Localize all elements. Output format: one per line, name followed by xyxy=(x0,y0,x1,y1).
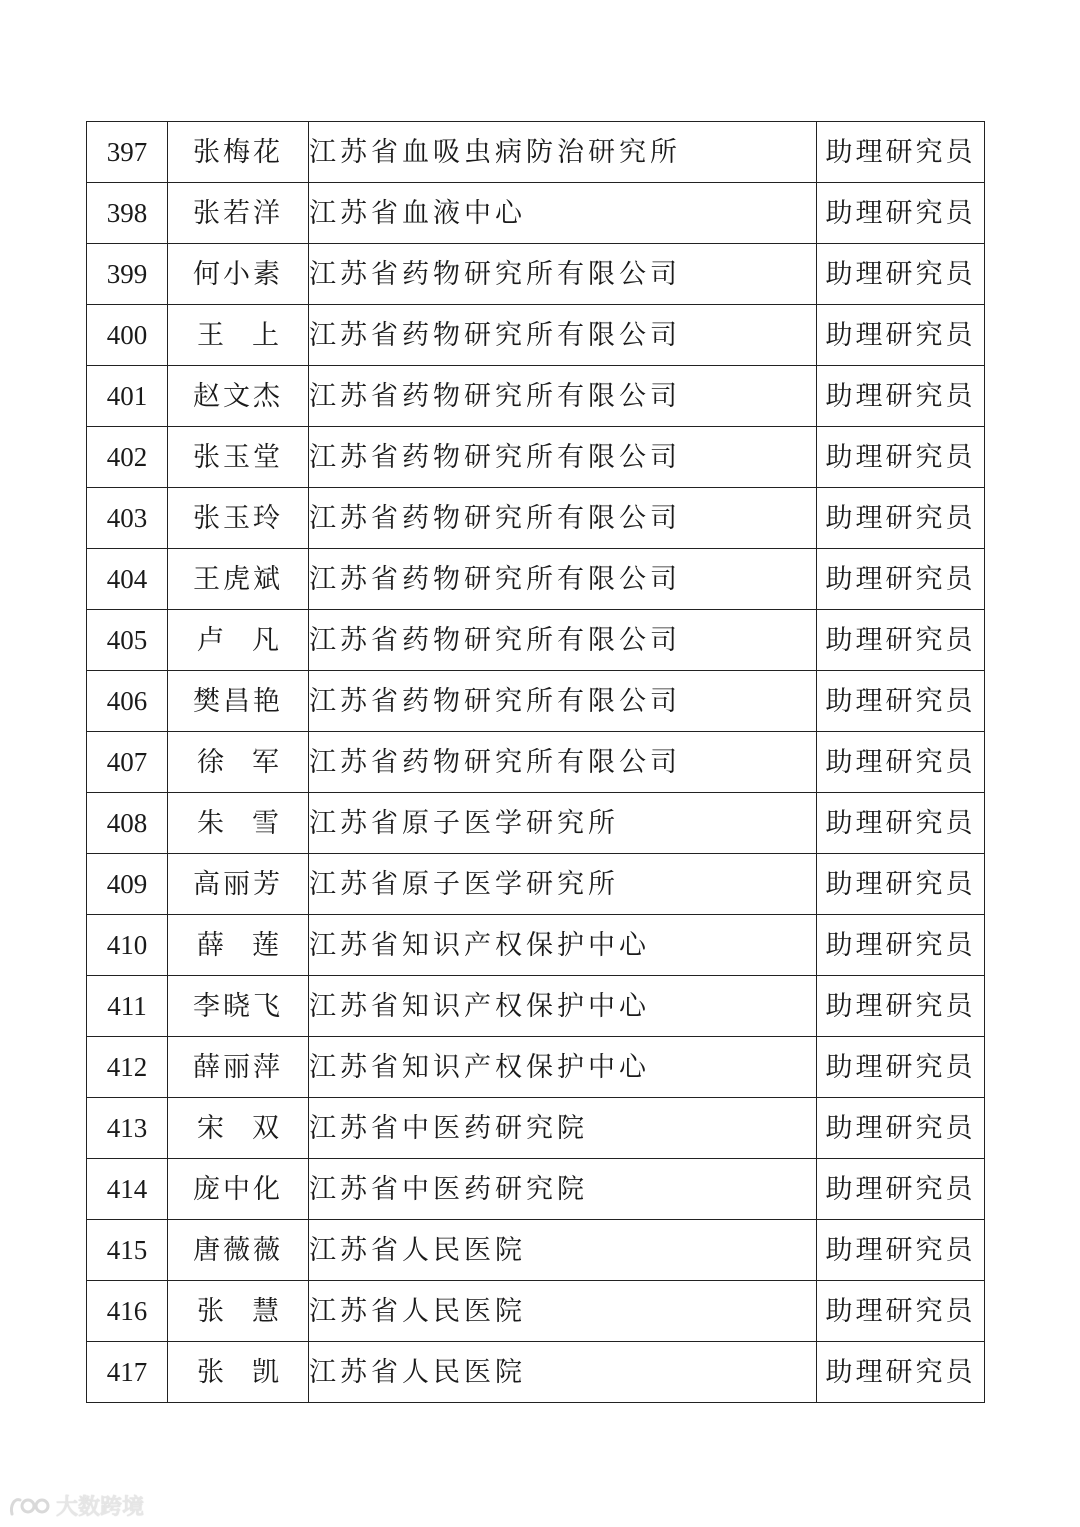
person-name-cell: 朱雪 xyxy=(168,793,309,854)
organization-cell: 江苏省药物研究所有限公司 xyxy=(309,732,817,793)
row-number-cell: 411 xyxy=(87,976,168,1037)
row-number-cell: 399 xyxy=(87,244,168,305)
table-row xyxy=(87,976,985,1037)
person-name-cell: 王上 xyxy=(168,305,309,366)
organization-cell: 江苏省原子医学研究所 xyxy=(309,793,817,854)
row-number-cell: 406 xyxy=(87,671,168,732)
person-name-cell: 张凯 xyxy=(168,1342,309,1403)
job-title-cell: 助理研究员 xyxy=(817,1037,985,1098)
organization-cell: 江苏省知识产权保护中心 xyxy=(309,915,817,976)
person-name-cell: 赵文杰 xyxy=(168,366,309,427)
row-number-cell: 414 xyxy=(87,1159,168,1220)
table-row xyxy=(87,1159,985,1220)
organization-cell: 江苏省知识产权保护中心 xyxy=(309,976,817,1037)
table-row xyxy=(87,1342,985,1403)
job-title-cell: 助理研究员 xyxy=(817,1159,985,1220)
table-row xyxy=(87,793,985,854)
organization-cell: 江苏省知识产权保护中心 xyxy=(309,1037,817,1098)
brand-logo-icon xyxy=(8,1494,52,1518)
organization-cell: 江苏省药物研究所有限公司 xyxy=(309,488,817,549)
row-number-cell: 404 xyxy=(87,549,168,610)
table-row xyxy=(87,671,985,732)
organization-cell: 江苏省药物研究所有限公司 xyxy=(309,305,817,366)
table-row xyxy=(87,305,985,366)
organization-cell: 江苏省人民医院 xyxy=(309,1220,817,1281)
person-name-cell: 张玉玲 xyxy=(168,488,309,549)
organization-cell: 江苏省药物研究所有限公司 xyxy=(309,427,817,488)
table-row xyxy=(87,488,985,549)
person-name-cell: 庞中化 xyxy=(168,1159,309,1220)
job-title-cell: 助理研究员 xyxy=(817,244,985,305)
organization-cell: 江苏省药物研究所有限公司 xyxy=(309,244,817,305)
person-name-cell: 张慧 xyxy=(168,1281,309,1342)
person-name-cell: 唐薇薇 xyxy=(168,1220,309,1281)
organization-cell: 江苏省药物研究所有限公司 xyxy=(309,671,817,732)
job-title-cell: 助理研究员 xyxy=(817,976,985,1037)
table-row xyxy=(87,244,985,305)
job-title-cell: 助理研究员 xyxy=(817,854,985,915)
person-name-cell: 张梅花 xyxy=(168,122,309,183)
watermark-text: 大数跨境 xyxy=(56,1495,145,1520)
organization-cell: 江苏省药物研究所有限公司 xyxy=(309,610,817,671)
table-row xyxy=(87,610,985,671)
row-number-cell: 402 xyxy=(87,427,168,488)
job-title-cell: 助理研究员 xyxy=(817,366,985,427)
watermark xyxy=(8,1490,144,1521)
job-title-cell: 助理研究员 xyxy=(817,183,985,244)
person-name-cell: 何小素 xyxy=(168,244,309,305)
table-row xyxy=(87,915,985,976)
table-row xyxy=(87,427,985,488)
job-title-cell: 助理研究员 xyxy=(817,671,985,732)
person-name-cell: 高丽芳 xyxy=(168,854,309,915)
job-title-cell: 助理研究员 xyxy=(817,1342,985,1403)
row-number-cell: 412 xyxy=(87,1037,168,1098)
organization-cell: 江苏省原子医学研究所 xyxy=(309,854,817,915)
job-title-cell: 助理研究员 xyxy=(817,1098,985,1159)
organization-cell: 江苏省药物研究所有限公司 xyxy=(309,366,817,427)
job-title-cell: 助理研究员 xyxy=(817,1281,985,1342)
table-row xyxy=(87,183,985,244)
row-number-cell: 398 xyxy=(87,183,168,244)
row-number-cell: 409 xyxy=(87,854,168,915)
table-row xyxy=(87,366,985,427)
person-name-cell: 薛莲 xyxy=(168,915,309,976)
organization-cell: 江苏省人民医院 xyxy=(309,1281,817,1342)
job-title-cell: 助理研究员 xyxy=(817,549,985,610)
job-title-cell: 助理研究员 xyxy=(817,732,985,793)
person-name-cell: 李晓飞 xyxy=(168,976,309,1037)
organization-cell: 江苏省血液中心 xyxy=(309,183,817,244)
row-number-cell: 397 xyxy=(87,122,168,183)
job-title-cell: 助理研究员 xyxy=(817,488,985,549)
row-number-cell: 405 xyxy=(87,610,168,671)
organization-cell: 江苏省中医药研究院 xyxy=(309,1098,817,1159)
table-row xyxy=(87,1098,985,1159)
organization-cell: 江苏省中医药研究院 xyxy=(309,1159,817,1220)
table-row xyxy=(87,854,985,915)
row-number-cell: 401 xyxy=(87,366,168,427)
organization-cell: 江苏省血吸虫病防治研究所 xyxy=(309,122,817,183)
person-name-cell: 张若洋 xyxy=(168,183,309,244)
job-title-cell: 助理研究员 xyxy=(817,1220,985,1281)
table-row xyxy=(87,122,985,183)
table-row xyxy=(87,1220,985,1281)
row-number-cell: 410 xyxy=(87,915,168,976)
table-row xyxy=(87,1037,985,1098)
table-row xyxy=(87,549,985,610)
row-number-cell: 400 xyxy=(87,305,168,366)
row-number-cell: 415 xyxy=(87,1220,168,1281)
person-name-cell: 薛丽萍 xyxy=(168,1037,309,1098)
job-title-cell: 助理研究员 xyxy=(817,427,985,488)
row-number-cell: 407 xyxy=(87,732,168,793)
row-number-cell: 416 xyxy=(87,1281,168,1342)
personnel-table-body xyxy=(87,122,985,1403)
organization-cell: 江苏省人民医院 xyxy=(309,1342,817,1403)
person-name-cell: 宋双 xyxy=(168,1098,309,1159)
table-row xyxy=(87,1281,985,1342)
row-number-cell: 417 xyxy=(87,1342,168,1403)
row-number-cell: 413 xyxy=(87,1098,168,1159)
row-number-cell: 408 xyxy=(87,793,168,854)
table-row xyxy=(87,732,985,793)
person-name-cell: 樊昌艳 xyxy=(168,671,309,732)
person-name-cell: 卢凡 xyxy=(168,610,309,671)
job-title-cell: 助理研究员 xyxy=(817,915,985,976)
job-title-cell: 助理研究员 xyxy=(817,793,985,854)
job-title-cell: 助理研究员 xyxy=(817,122,985,183)
personnel-table xyxy=(86,121,985,1403)
job-title-cell: 助理研究员 xyxy=(817,610,985,671)
job-title-cell: 助理研究员 xyxy=(817,305,985,366)
organization-cell: 江苏省药物研究所有限公司 xyxy=(309,549,817,610)
row-number-cell: 403 xyxy=(87,488,168,549)
person-name-cell: 徐军 xyxy=(168,732,309,793)
person-name-cell: 王虎斌 xyxy=(168,549,309,610)
person-name-cell: 张玉堂 xyxy=(168,427,309,488)
